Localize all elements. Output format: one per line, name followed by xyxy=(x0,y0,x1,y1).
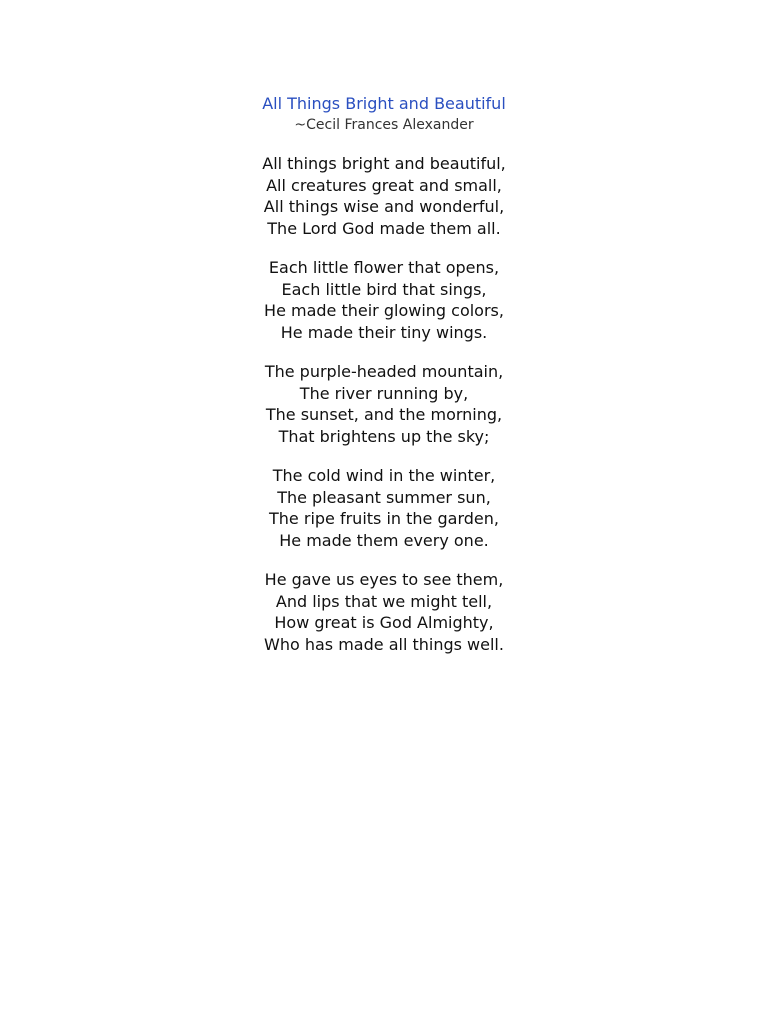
poem-line: The purple-headed mountain, xyxy=(264,362,504,381)
poem-line: All creatures great and small, xyxy=(266,175,502,195)
poem-line: The Lord God made them all. xyxy=(267,218,501,238)
poem-line: Each little bird that sings, xyxy=(281,279,487,299)
stanza-3 xyxy=(184,361,584,447)
poem-line: The cold wind in the winter, xyxy=(272,466,496,485)
poem-line: All things bright and beautiful, xyxy=(262,154,506,173)
poem-line: How great is God Almighty, xyxy=(274,613,494,632)
poem-title: All Things Bright and Beautiful xyxy=(262,94,506,113)
poem-line: The ripe fruits in the garden, xyxy=(269,509,499,528)
stanza-5 xyxy=(184,569,584,655)
poem-line: And lips that we might tell, xyxy=(275,591,493,611)
poem-line: He gave us eyes to see them, xyxy=(264,570,504,589)
poem-line: Who has made all things well. xyxy=(264,634,504,654)
stanza-1 xyxy=(184,153,584,239)
poem-author: ~Cecil Frances Alexander xyxy=(294,117,474,133)
poem-line: He made them every one. xyxy=(279,530,489,550)
stanza-2 xyxy=(184,257,584,343)
poem-line: He made their tiny wings. xyxy=(280,322,488,342)
poem-line: The sunset, and the morning, xyxy=(265,405,503,424)
poem-line: The river running by, xyxy=(299,383,469,403)
poem-line: The pleasant summer sun, xyxy=(277,487,491,507)
poem-container xyxy=(184,93,584,673)
poem-line: All things wise and wonderful, xyxy=(263,197,505,216)
poem-line: He made their glowing colors, xyxy=(264,301,504,320)
poem-line: Each little flower that opens, xyxy=(268,258,500,277)
poem-line: That brightens up the sky; xyxy=(278,426,490,446)
stanza-4 xyxy=(184,465,584,551)
